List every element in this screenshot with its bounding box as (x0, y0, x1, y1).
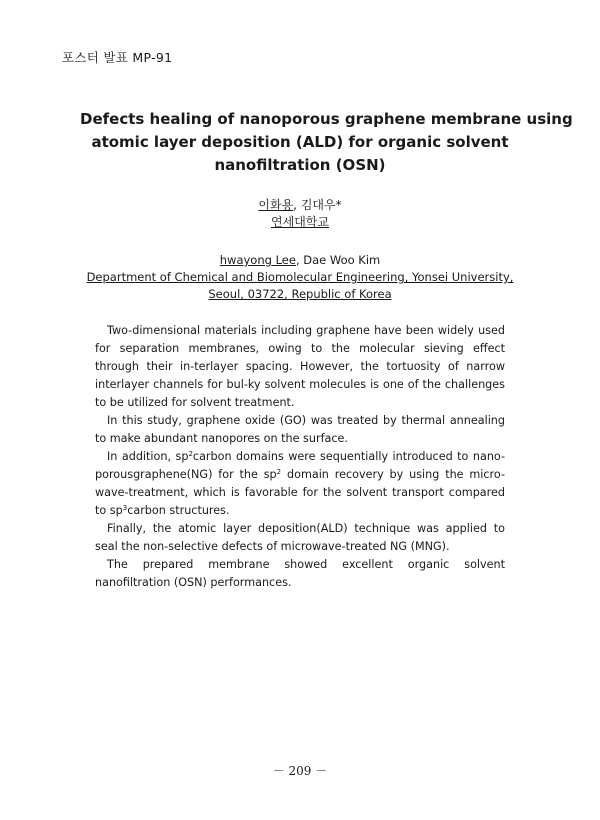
p3-text-d: carbon structures. (127, 504, 230, 517)
author-1-korean: 이화용 (258, 198, 294, 212)
author-others-english: , Dae Woo Kim (295, 253, 381, 267)
affiliation-department: Department of Chemical and Biomolecular Engineering, Yonsei University, (86, 270, 514, 284)
authors-english (80, 252, 520, 303)
abstract-paragraph-4: Finally, the atomic layer deposition(ALD) technique was applied to seal the non-selective defects of microwave-treated NG (MNG). (95, 522, 505, 553)
abstract-paragraph-2: In this study, graphene oxide (GO) was treated by thermal annealing to make abundant nanopores on the surface. (95, 414, 505, 445)
affiliation-address: Seoul, 03722, Republic of Korea (208, 287, 392, 301)
page-number: － 209 － (272, 764, 328, 778)
p3-superscript-1: 2 (188, 450, 193, 458)
session-tag: 포스터 발표 MP-91 (62, 50, 173, 65)
p3-superscript-2: 2 (276, 468, 282, 476)
authors-korean (0, 197, 600, 231)
author-separator: , (293, 198, 301, 212)
abstract-paragraph-5: The prepared membrane showed excellent organic solvent nanofiltration (OSN) performances. (95, 558, 505, 589)
p3-text-c: domain recovery by using the micro-wave-treatment, which is favorable for the solvent transport compared to sp (95, 468, 506, 517)
title-line-1: Defects healing of nanoporous graphene membrane using (80, 110, 573, 128)
abstract-paragraph-1: Two-dimensional materials including graphene have been widely used for separation membranes, owing to the molecular sieving effect through their in-terlayer spacing. However, the tortuosity of narrow interlayer channels for bul-ky solvent molecules is one of the challenges to be utilized for solvent treatment. (95, 324, 505, 409)
p3-text-b: carbon domains were sequentially introduced to nano-porousgraphene(NG) for the sp (95, 450, 505, 481)
title-line-3: nanofiltration (OSN) (214, 156, 386, 174)
p3-text-a: In addition, sp (107, 450, 189, 463)
affiliation-korean: 연세대학교 (271, 215, 329, 229)
title-line-2: atomic layer deposition (ALD) for organic solvent (91, 133, 509, 151)
p3-superscript-3: 3 (122, 504, 128, 512)
abstract-body (95, 322, 505, 592)
paper-title (80, 108, 573, 177)
author-2-korean: 김대우* (300, 198, 342, 212)
author-1-english: hwayong Lee (219, 253, 296, 267)
abstract-paragraph-3 (95, 448, 505, 520)
